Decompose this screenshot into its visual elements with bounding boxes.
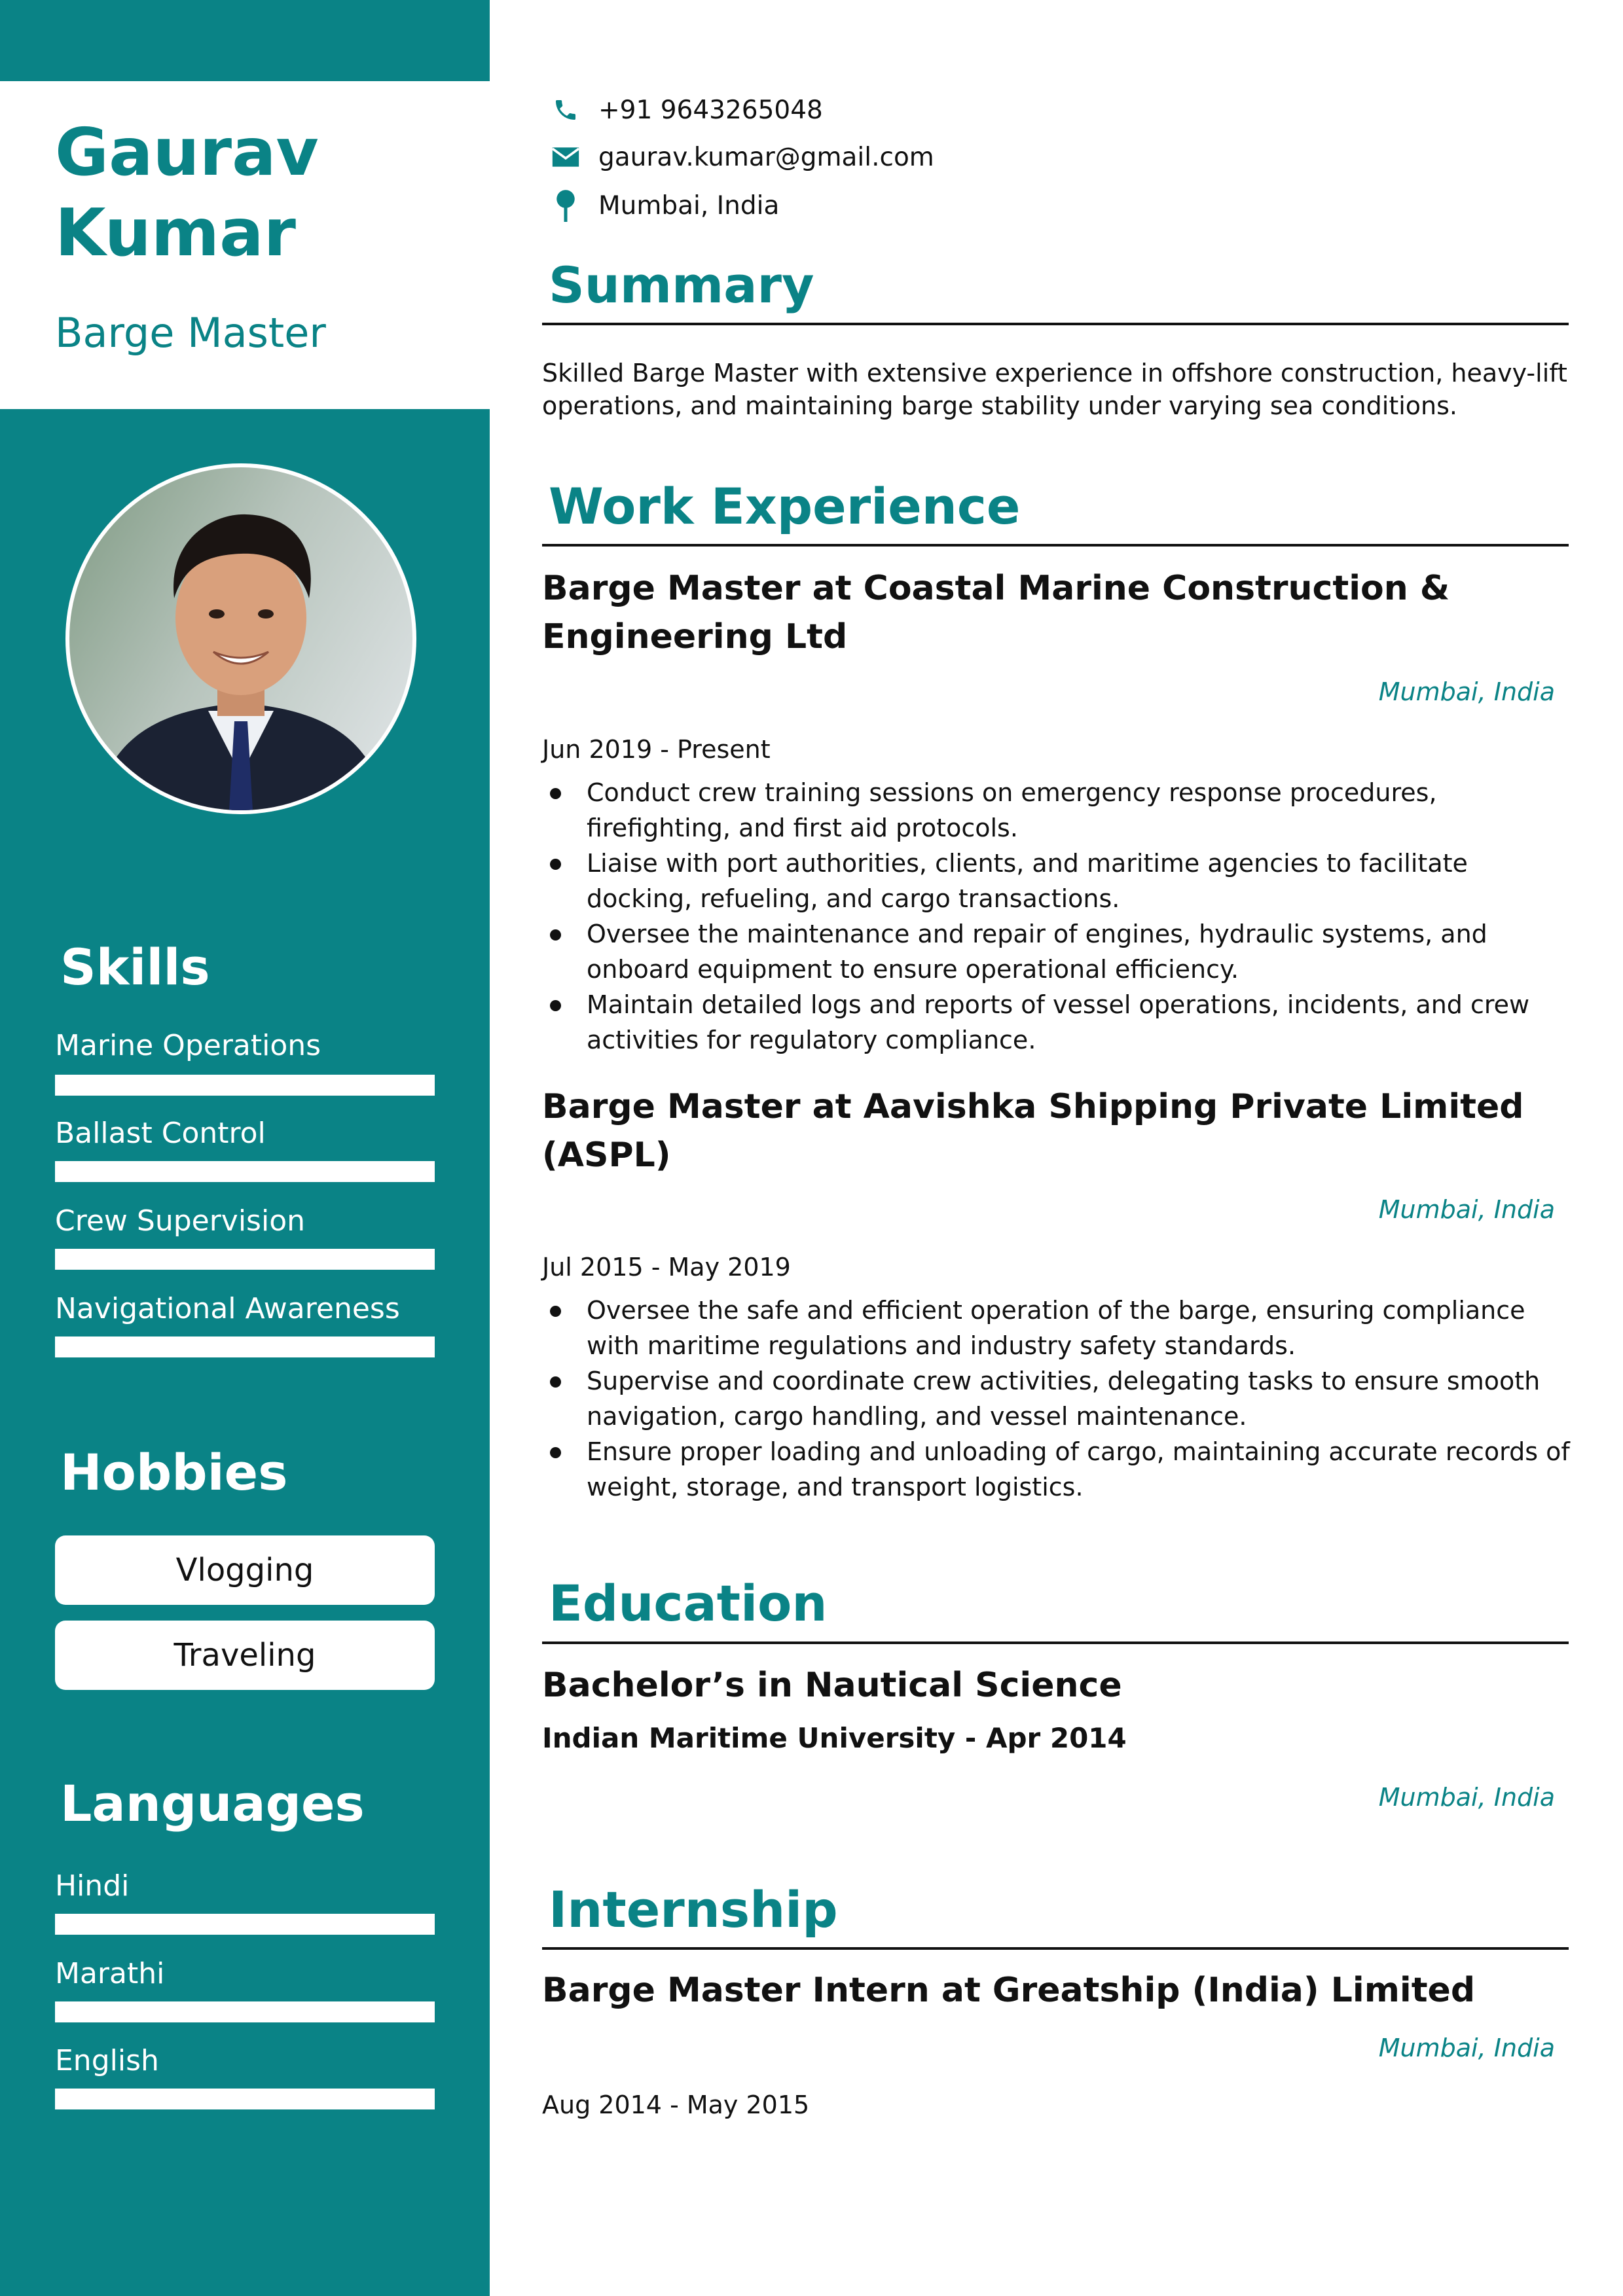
skill-level-bar (55, 1249, 435, 1270)
job-location: Mumbai, India (1378, 677, 1555, 706)
location-text: Mumbai, India (598, 190, 780, 221)
work-experience-heading: Work Experience (549, 477, 1021, 535)
sidebar (0, 0, 490, 2296)
email-address[interactable]: gaurav.kumar@gmail.com (598, 142, 934, 172)
job-dates: Jun 2019 - Present (542, 735, 771, 764)
education-location: Mumbai, India (1378, 1783, 1555, 1812)
skills-heading: Skills (60, 938, 210, 996)
skill-level-bar (55, 1336, 435, 1357)
internship-dates: Aug 2014 - May 2015 (542, 2090, 810, 2119)
skill-label: Marine Operations (55, 1029, 321, 1062)
skill-label: Navigational Awareness (55, 1292, 400, 1325)
job-location: Mumbai, India (1378, 1195, 1555, 1224)
education-heading: Education (549, 1574, 828, 1632)
summary-text: Skilled Barge Master with extensive experience in offshore construction, heavy-lift operations, and maintaining barge stability under varying sea conditions. (542, 359, 1567, 420)
job-dates: Jul 2015 - May 2019 (542, 1253, 791, 1282)
job-title: Barge Master (55, 309, 326, 357)
job-title-heading: Barge Master at Coastal Marine Construction & Engineering Ltd (542, 569, 1450, 656)
language-label: Hindi (55, 1869, 130, 1903)
avatar-illustration (69, 467, 412, 810)
list-item: Supervise and coordinate crew activities, delegating tasks to ensure smooth navigation, cargo handling, and vessel maintenance. (542, 1363, 1577, 1434)
first-name: Gaurav (55, 114, 319, 190)
job-bullets (542, 1293, 1577, 1505)
job-title-heading: Barge Master at Aavishka Shipping Private Limited (ASPL) (542, 1087, 1524, 1175)
internship-title: Barge Master Intern at Greatship (India) Limited (542, 1971, 1476, 2010)
internship-location: Mumbai, India (1378, 2034, 1555, 2062)
hobby-item: Vlogging (55, 1535, 435, 1605)
list-item: Conduct crew training sessions on emergency response procedures, firefighting, and first aid protocols. (542, 775, 1577, 846)
phone-icon (547, 92, 584, 128)
language-label: Marathi (55, 1957, 165, 1990)
list-item: Ensure proper loading and unloading of cargo, maintaining accurate records of weight, storage, and transport logistics. (542, 1434, 1577, 1505)
language-level-bar (55, 2001, 435, 2022)
section-divider (542, 1641, 1569, 1644)
language-level-bar (55, 2089, 435, 2109)
language-level-bar (55, 1914, 435, 1935)
map-pin-icon (547, 187, 584, 224)
contact-location (547, 186, 780, 225)
contact-phone (547, 90, 823, 130)
section-divider (542, 323, 1569, 325)
profile-photo (65, 463, 416, 814)
skill-label: Crew Supervision (55, 1204, 306, 1238)
list-item: Maintain detailed logs and reports of vessel operations, incidents, and crew activities for regulatory compliance. (542, 987, 1577, 1058)
envelope-icon (547, 139, 584, 175)
job-bullets (542, 775, 1577, 1058)
hobbies-heading: Hobbies (60, 1443, 288, 1501)
summary-heading: Summary (549, 256, 814, 314)
languages-heading: Languages (60, 1774, 365, 1833)
degree-title: Bachelor’s in Nautical Science (542, 1666, 1122, 1705)
skill-level-bar (55, 1161, 435, 1182)
language-label: English (55, 2044, 159, 2077)
section-divider (542, 1947, 1569, 1950)
hobby-item: Traveling (55, 1621, 435, 1690)
contact-email (547, 137, 934, 177)
skill-level-bar (55, 1075, 435, 1096)
education-institution: Indian Maritime University - Apr 2014 (542, 1722, 1127, 1754)
phone-number[interactable]: +91 9643265048 (598, 95, 823, 125)
skill-label: Ballast Control (55, 1117, 266, 1150)
section-divider (542, 544, 1569, 547)
list-item: Oversee the safe and efficient operation of the barge, ensuring compliance with maritime regulations and industry safety standards. (542, 1293, 1577, 1363)
internship-heading: Internship (549, 1880, 838, 1939)
list-item: Liaise with port authorities, clients, and maritime agencies to facilitate docking, refueling, and cargo transactions. (542, 846, 1577, 916)
last-name: Kumar (55, 194, 296, 271)
list-item: Oversee the maintenance and repair of engines, hydraulic systems, and onboard equipment to ensure operational efficiency. (542, 916, 1577, 987)
